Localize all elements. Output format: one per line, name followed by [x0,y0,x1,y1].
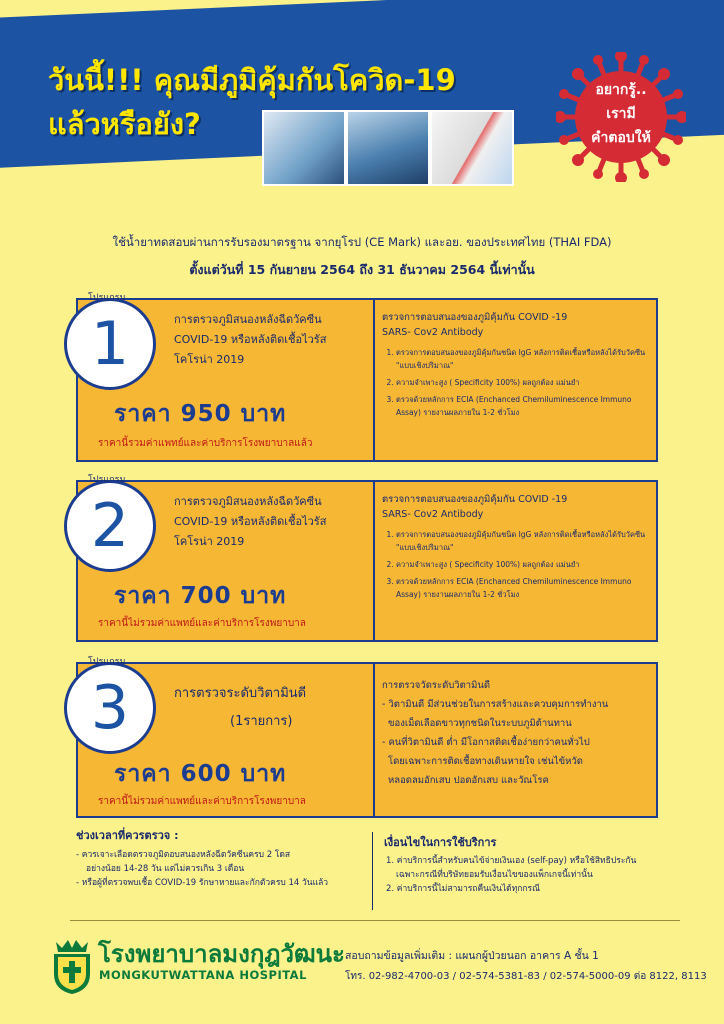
certification-text: ใช้น้ำยาทดสอบผ่านการรับรองมาตรฐาน จากยุโรป (CE Mark) และอย. ของประเทศไทย (THAI FDA) [112,235,612,249]
title-line: การตรวจภูมิสนองหลังฉีดวัคซีน [174,495,322,508]
program-price: ราคา 600 บาท [114,761,287,787]
headline-line1: วันนี้!!! คุณมีภูมิคุ้มกันโควิด-19 [48,63,456,97]
program-label: โปรแกรม [88,293,126,303]
details-item: หลอดลมอักเสบ ปอดอักเสบ และวัณโรค [388,775,549,786]
program-details [382,492,654,605]
title-line: การตรวจระดับวิตามินดี [174,686,307,701]
vaccine-photo [262,110,346,186]
hospital-logo-icon [50,936,94,996]
section-divider [372,832,373,910]
condition-item: เฉพาะกรณีที่บริษัทยอมรับเงื่อนไขของแพ็กเกจนี้เท่านั้น [396,870,593,880]
footer-divider [70,920,680,921]
badge-line1: อยากรู้.. [595,82,647,98]
program-title [174,680,364,736]
price-note: ราคานี้ไม่รวมค่าแพทย์และค่าบริการโรงพยาบาล [98,618,306,629]
details-item: 2. ความจำเพาะสูง ( Specificity 100%) ผลถูกต้อง แม่นยำ [396,376,654,389]
program-1-box [76,293,658,462]
schedule-item: - หรือผู้ที่ตรวจพบเชื้อ COVID-19 รักษาหายและกักตัวครบ 14 วันแล้ว [76,878,329,888]
details-subtitle: SARS- Cov2 Antibody [382,509,484,520]
details-item: โดยเฉพาะการติดเชื้อทางเดินหายใจ เช่นไข้หวัด [388,756,583,767]
title-line: การตรวจภูมิสนองหลังฉีดวัคซีน [174,313,322,326]
program-details [382,310,654,423]
program-number-badge: 1 [64,298,156,390]
program-details [382,676,652,790]
condition-item: 2. ค่าบริการนี้ไม่สามารถคืนเงินได้ทุกกรณี [386,884,540,894]
program-title [174,492,364,552]
badge-line3: คำตอบให้ [591,130,651,146]
badge-line2: เรามี [606,106,636,122]
details-item: - คนที่วิตามินดี ต่ำ มีโอกาสติดเชื้อง่ายกว่าคนทั่วไป [382,737,590,748]
title-line: โคโรน่า 2019 [174,353,245,366]
title-line: โคโรน่า 2019 [174,535,245,548]
conditions-title: เงื่อนไขในการใช้บริการ [384,836,497,849]
program-label: โปรแกรม [88,475,126,485]
title-line: COVID-19 หรือหลังติดเชื้อไวรัส [174,333,327,346]
program-label: โปรแกรม [88,657,126,667]
promotion-period: ตั้งแต่วันที่ 15 กันยายน 2564 ถึง 31 ธันวาคม 2564 นี้เท่านั้น [189,262,535,277]
lab-photo [346,110,430,186]
details-item: - วิตามินดี มีส่วนช่วยในการสร้างและควบคุมการทำงาน [382,699,609,710]
schedule-item: อย่างน้อย 14-28 วัน แต่ไม่ควรเกิน 3 เดือน [86,864,245,874]
headline-line2: แล้วหรือยัง? [48,107,201,141]
program-3-box [76,657,658,818]
price-note: ราคานี้ไม่รวมค่าแพทย์และค่าบริการโรงพยาบาล [98,796,306,807]
details-item: 1. ตรวจการตอบสนองของภูมิคุ้มกันชนิด IgG หลังการติดเชื้อหรือหลังได้รับวัคซีน "แบบเชิงปริมาณ" [396,346,654,372]
details-item: 1. ตรวจการตอบสนองของภูมิคุ้มกันชนิด IgG หลังการติดเชื้อหรือหลังได้รับวัคซีน "แบบเชิงปริมาณ" [396,528,654,554]
program-price: ราคา 700 บาท [114,583,287,609]
test-kit-photo [430,110,514,186]
contact-phones: โทร. 02-982-4700-03 / 02-574-5381-83 / 02-574-5000-09 ต่อ 8122, 8113 [345,971,707,982]
title-line: COVID-19 หรือหลังติดเชื้อไวรัส [174,515,327,528]
program-title [174,310,364,370]
program-number-badge: 3 [64,662,156,754]
price-note: ราคานี้รวมค่าแพทย์และค่าบริการโรงพยาบาลแล้ว [98,438,313,449]
schedule-title: ช่วงเวลาที่ควรตรวจ : [76,829,179,842]
title-line: (1รายการ) [230,714,293,729]
program-price: ราคา 950 บาท [114,401,287,427]
details-item: 2. ความจำเพาะสูง ( Specificity 100%) ผลถูกต้อง แม่นยำ [396,558,654,571]
condition-item: 1. ค่าบริการนี้สำหรับคนไข้จ่ายเงินเอง (self-pay) หรือใช้สิทธิประกัน [386,856,637,866]
details-item: 3. ตรวจด้วยหลักการ ECIA (Enchanced Chemiluminescence Immuno Assay) รายงานผลภายใน 1-2 ชั่วโมง [396,575,654,601]
conditions-list [386,854,676,896]
details-subtitle: SARS- Cov2 Antibody [382,327,484,338]
details-title: ตรวจการตอบสนองของภูมิคุ้มกัน COVID -19 [382,494,568,505]
hospital-name-english: MONGKUTWATTANA HOSPITAL [99,968,307,982]
contact-info: สอบถามข้อมูลเพิ่มเติม : แผนกผู้ป่วยนอก อาคาร A ชั้น 1 [345,950,599,962]
hospital-name-thai: โรงพยาบาลมงกุฎวัฒนะ [98,940,345,968]
schedule-item: - ควรเจาะเลือดตรวจภูมิตอบสนองหลังฉีดวัคซีนครบ 2 โดส [76,850,291,860]
virus-badge-text [556,78,686,150]
schedule-list [76,848,376,890]
details-item: ของเม็ดเลือดขาวทุกชนิดในระบบภูมิต้านทาน [388,718,572,729]
details-title: ตรวจการตอบสนองของภูมิคุ้มกัน COVID -19 [382,312,568,323]
program-2-box [76,475,658,642]
details-item: 3. ตรวจด้วยหลักการ ECIA (Enchanced Chemiluminescence Immuno Assay) รายงานผลภายใน 1-2 ชั่วโมง [396,393,654,419]
program-number-badge: 2 [64,480,156,572]
details-title: การตรวจวัดระดับวิตามินดี [382,680,491,691]
